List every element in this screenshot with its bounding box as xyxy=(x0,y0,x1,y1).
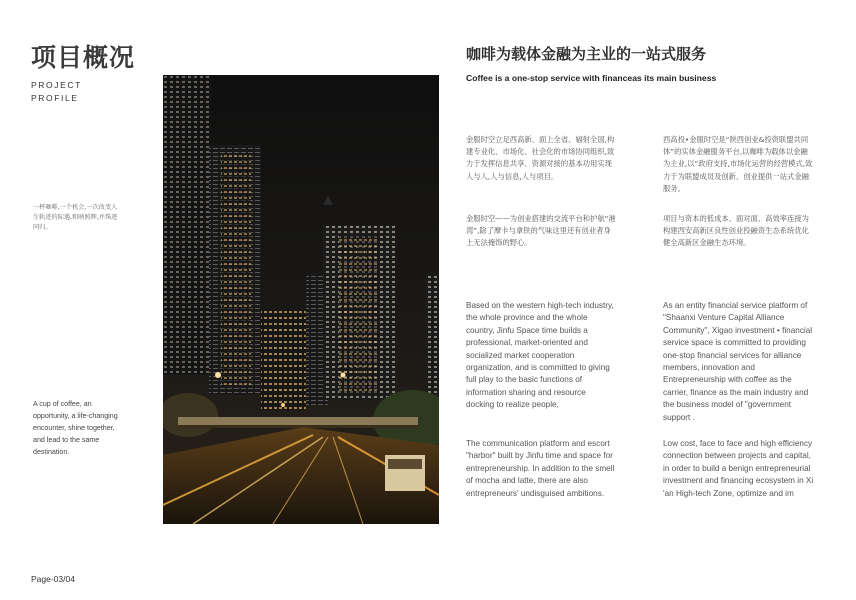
col2-en-paragraph-1: As an entity financial service platform of "Shaanxi Venture Capital Alliance Community", Xigao investment • financial service space is committed to providing one-stop financial services for alliance members, innovation and Entrepreneurship with coffee as the carrier, finance as the main industry and the business model of "government support . xyxy=(663,301,813,422)
slogan-cn: 一杯咖啡,一个机会,一次改变人生轨迹的际遇,和映照辉,并珠迹同归。 xyxy=(33,204,118,231)
col1-cn-paragraph-1: 金服时空立足西高新、面上全省、辐射全国,构建专业化、市场化、社会化的市场协同组织,致力于发挥信息共享、资源对接的基本功用实现人与人,人与信息,人与项目。 xyxy=(466,135,615,181)
page-title-en-line1: PROJECT xyxy=(31,80,82,90)
page-number: Page-03/04 xyxy=(31,574,75,584)
page-title-cn: 项目概况 xyxy=(31,43,136,72)
page-title-en-line2: PROFILE xyxy=(31,93,79,103)
col2-cn-paragraph-2: 项目与资本的低成本、面对面、高效率连接为构建西安高新区良性创业投融资生态系统优化健全高新区金融生态环境。 xyxy=(663,214,809,248)
city-night-photo xyxy=(163,75,439,524)
slogan-en: A cup of coffee, an opportunity, a life-changing encounter, shine together, and lead to the same destination. xyxy=(33,400,118,456)
col1-cn-paragraph-2: 金服时空——为创业搭建的交流平台和护航“港湾”,除了摩卡与拿铁的气味这里还有创业者身上无法掩饰的野心。 xyxy=(466,214,616,248)
section-heading-en: Coffee is a one-stop service with financeas its main business xyxy=(466,73,717,83)
col1-en-paragraph-2: The communication platform and escort "harbor" built by Jinfu time and space for entrepreneurship. In addition to the smell of mocha and latte, there are also entrepreneurs' undisguised ambitions. xyxy=(466,439,615,498)
col2-cn-paragraph-1: 西高投•金服时空是“陕西创业&投资联盟共同体”的实体金融服务平台,以咖啡为载体以金融为主业,以“政府支持,市场化运营的经营模式,致力于为联盟成员及创新、创业提供一站式金融服务。 xyxy=(663,135,813,193)
page-title-en xyxy=(31,79,82,105)
section-heading-cn: 咖啡为载体金融为主业的一站式服务 xyxy=(466,45,707,63)
col1-en-paragraph-1: Based on the western high-tech industry, the whole province and the whole country, Jinfu Space time builds a professional, market-oriented and socialized market cooperation organization, and is committed to giving full play to the basic functions of information sharing and resource docking to realize people, xyxy=(466,301,614,410)
col2-en-paragraph-2: Low cost, face to face and high efficiency connection between projects and capital, in order to build a benign entrepreneurial investment and financing ecosystem in Xi 'an High-tech Zone, optimize and im xyxy=(663,439,814,498)
